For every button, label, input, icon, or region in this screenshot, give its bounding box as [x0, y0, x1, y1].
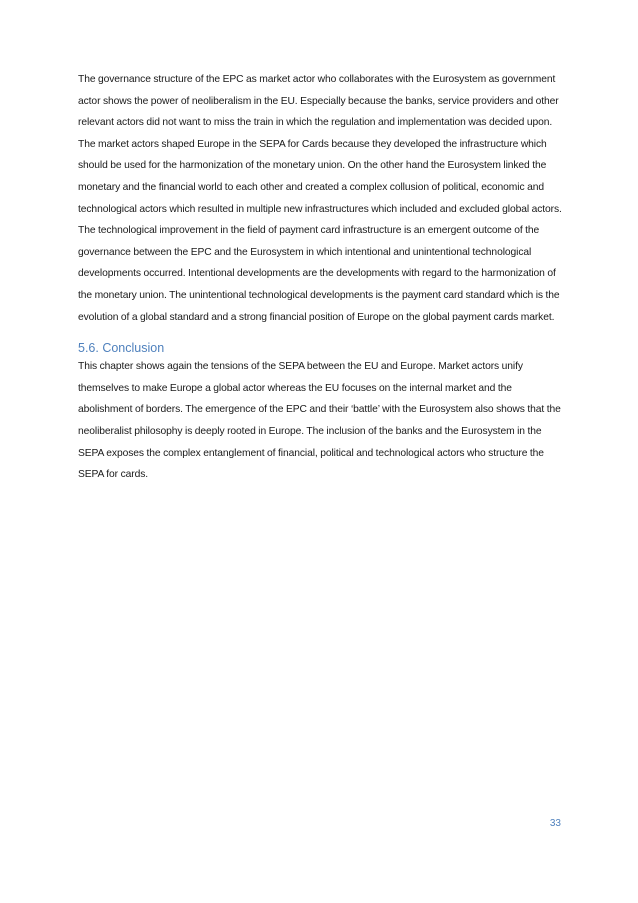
page-number: 33 [549, 818, 561, 829]
section-heading-conclusion: 5.6. Conclusion [78, 341, 165, 356]
page-content [78, 69, 562, 486]
body-paragraph-conclusion: This chapter shows again the tensions of the SEPA between the EU and Europe. Market actors unify themselves to make Europe a global actor whereas the EU focuses on the internal market and the abolishment of borders. The emergence of the EPC and their ‘battle’ with the Eurosystem also shows that the neoliberalist philosophy is deeply rooted in Europe. The inclusion of the banks and the Eurosystem in the SEPA exposes the complex entanglement of financial, political and technological actors who structure the SEPA for cards. [78, 361, 561, 481]
body-paragraph-governance: The governance structure of the EPC as market actor who collaborates with the Eurosystem as government actor shows the power of neoliberalism in the EU. Especially because the banks, service providers and other relevant actors did not want to miss the train in which the regulation and implementation was decided upon. The market actors shaped Europe in the SEPA for Cards because they developed the infrastructure which should be used for the harmonization of the monetary union. On the other hand the Eurosystem linked the monetary and the financial world to each other and created a complex collusion of political, economic and technological actors which resulted in multiple new infrastructures which included and excluded global actors. The technological improvement in the field of payment card infrastructure is an emergent outcome of the governance between the EPC and the Eurosystem in which intentional and unintentional technological developments occurred. Intentional developments are the developments with regard to the harmonization of the monetary union. The unintentional technological developments is the payment card standard which is the evolution of a global standard and a strong financial position of Europe on the global payment cards market. [78, 74, 562, 323]
